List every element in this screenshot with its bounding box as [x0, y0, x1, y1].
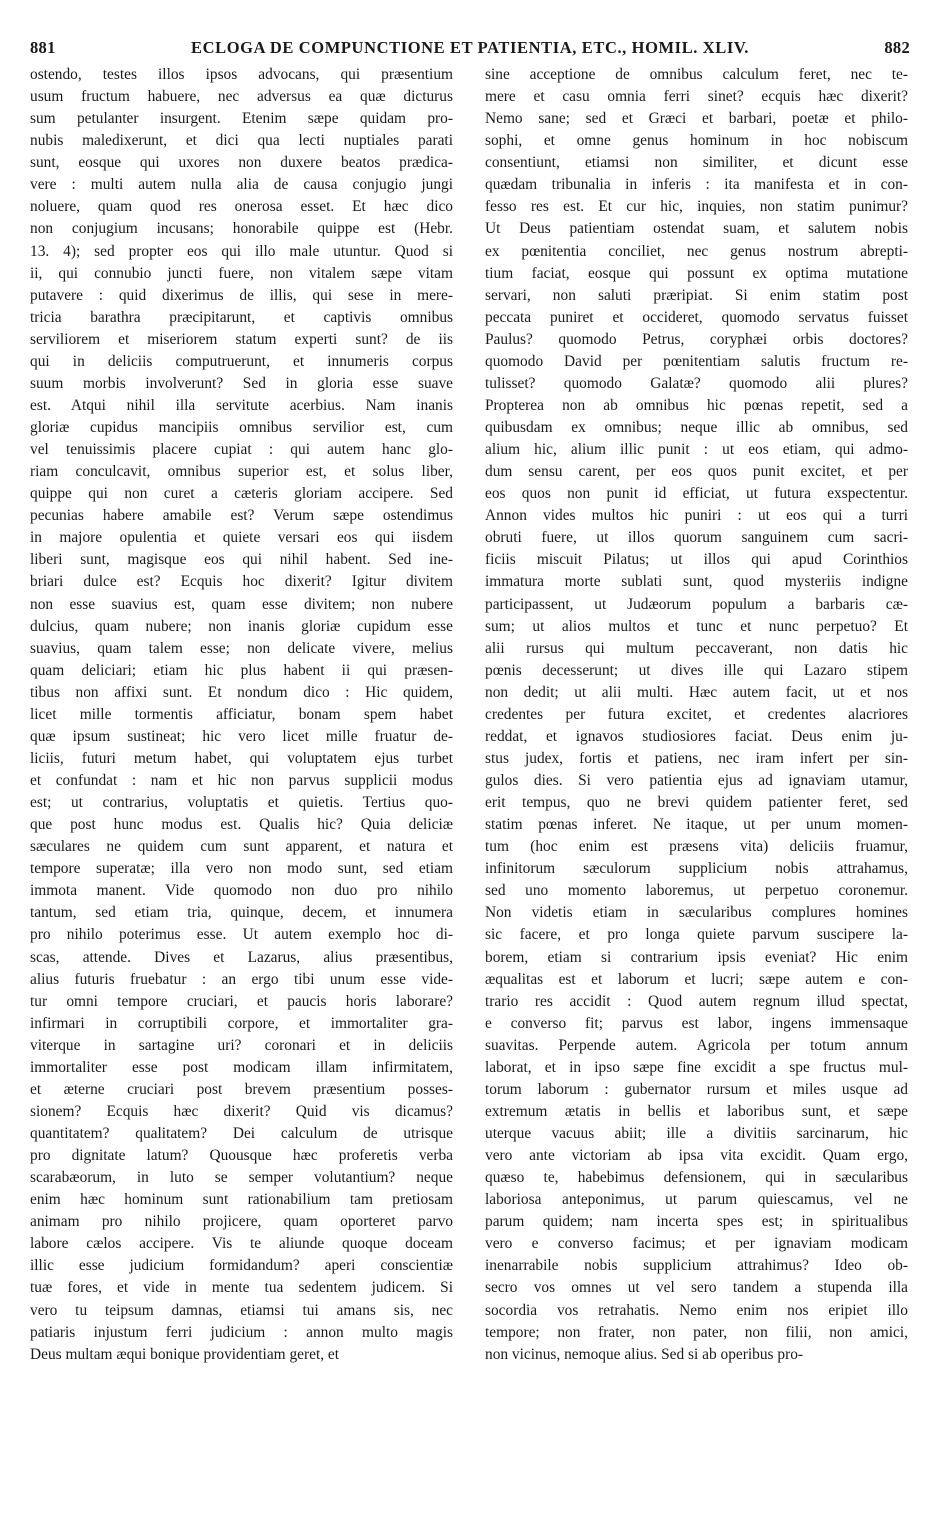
right-column — [485, 64, 908, 1366]
right-column-line: gulos dies. Si vero patientia ejus ad ignaviam utamur, — [485, 772, 908, 789]
left-column-line: que post hunc modus est. Qualis hic? Quia deliciæ — [30, 816, 453, 834]
right-column-line: suavitas. Perpende autem. Agricola per totum annum — [485, 1036, 908, 1054]
right-column-line: Ut Deus patientiam ostendat suam, et salutem nobis — [485, 220, 908, 238]
right-column-line: e converso fit; parvus est labor, ingens immensaque — [485, 1014, 908, 1032]
running-head — [30, 38, 910, 60]
right-column-line: stus judex, fortis et patiens, nec iram infert per sin- — [485, 749, 908, 767]
right-column-line: sine acceptione de omnibus calculum feret, nec te- — [485, 66, 908, 83]
right-column-line: vero e converso facimus; et per ignaviam modicam — [485, 1235, 908, 1253]
left-column-line: in majore opulentia et quiete versari eos qui iisdem — [30, 529, 453, 547]
right-column-line: Propterea non ab omnibus hic pœnas repetit, sed a — [485, 396, 908, 414]
right-column-line: non dedit; ut alii multi. Hæc autem facit, ut et nos — [485, 683, 908, 701]
left-column-line: quam deliciari; etiam hic plus habent ii qui præsen- — [30, 661, 453, 679]
left-column-line: sum petulanter insurgent. Etenim sæpe quidam pro- — [30, 110, 453, 128]
left-column-line: tur omni tempore cruciari, et paucis horis laborare? — [30, 992, 453, 1010]
page-number-left: 881 — [30, 38, 56, 57]
right-column-line: quibusdam ex omnibus; neque illic ab omnibus, sed — [485, 419, 908, 436]
left-column-line: tricia barathra præcipitarunt, et captivis omnibus — [30, 308, 453, 326]
right-column-line: sum; ut alios multos et tunc et nunc perpetuo? Et — [485, 617, 908, 635]
left-column-line: qui in deliciis computruerunt, et innumeris corpus — [30, 352, 453, 370]
left-column-line: non conjugium incusans; honorabile quippe est (Hebr. — [30, 220, 453, 238]
left-column-line: 13. 4); sed propter eos qui illo male utuntur. Quod si — [30, 242, 453, 260]
left-column-line: labore cælos accipere. Vis te aliunde quoque doceam — [30, 1235, 453, 1253]
left-column-line: scarabæorum, in luto se semper volutantium? neque — [30, 1169, 453, 1187]
left-column-line: viterque in sartagine uri? coronari et in deliciis — [30, 1036, 453, 1054]
right-column-line: trario res accidit : Quod autem regnum illud spectat, — [485, 992, 908, 1010]
left-column-line: pecunias habere amabile est? Verum sæpe ostendimus — [30, 507, 453, 525]
left-column-line: sunt, eosque qui uxores non duxere beatos prædica- — [30, 154, 453, 172]
right-column-line: infinitorum sæculorum supplicium nobis attrahamus, — [485, 860, 908, 878]
left-column-line: briari dulce est? Ecquis hoc dixerit? Igitur divitem — [30, 573, 453, 591]
right-column-line: peccata puniret et occideret, quomodo servatus fuisset — [485, 308, 908, 326]
left-column-line: tantum, sed etiam tria, quinque, decem, et innumera — [30, 904, 453, 922]
right-column-line: extremum ætatis in bellis et laboribus sunt, et sæpe — [485, 1102, 908, 1120]
left-column-line: vero tu teipsum damnas, etiamsi tui amans sis, nec — [30, 1301, 453, 1319]
left-column-line: ii, qui connubio juncti fuere, non vitalem sæpe vitam — [30, 264, 453, 282]
right-column-line: ex pœnitentia conciliet, nec genus nostrum abrepti- — [485, 242, 908, 260]
right-column-line: parum quidem; nam incerta spes est; in spiritualibus — [485, 1213, 908, 1231]
right-column-line: non vicinus, nemoque alius. Sed si ab operibus pro- — [485, 1345, 804, 1363]
page-number-right: 882 — [884, 38, 910, 57]
right-column-line: erit tempus, quo ne brevi quidem patienter feret, sed — [485, 794, 908, 812]
right-column-line: borem, etiam si contrarium ipsis eveniat? Hic enim — [485, 948, 908, 966]
right-column-line: uterque vacuus abiit; ille a divitiis sarcinarum, hic — [485, 1125, 908, 1142]
right-column-line: quæso te, habebimus defensionem, qui in sæcularibus — [485, 1169, 908, 1187]
right-column-line: vero ante victoriam ab ipsa vita excidit. Quam ergo, — [485, 1147, 908, 1165]
right-column-line: socordia vos retrahatis. Nemo enim nos eripiet illo — [485, 1301, 908, 1319]
left-column-line: tuæ fores, et vide in mente tua sedentem judicem. Si — [30, 1279, 453, 1297]
left-column-line: vere : multi autem nulla alia de causa conjugio jungi — [30, 176, 453, 194]
right-column-line: torum laborum : gubernator rursum et miles usque ad — [485, 1080, 908, 1098]
left-column-line: est; ut contrarius, voluptatis et quietis. Tertius quo- — [30, 794, 453, 812]
right-column-line: alii rursus qui multum peccaverant, non datis hic — [485, 639, 908, 657]
right-column-line: tium faciat, eosque qui possunt ex optima mutatione — [485, 264, 908, 282]
right-column-line: obruti fuere, ut illos quorum sanguinem cum sacri- — [485, 529, 908, 547]
left-column-line: tempore superatæ; illa vero non modo sunt, sed etiam — [30, 860, 453, 878]
left-column-line: animam pro nihilo projicere, quam oporteret parvo — [30, 1213, 453, 1231]
left-column-line: enim hæc hominum sunt rationabilium tam pretiosam — [30, 1191, 453, 1209]
right-column-line: inenarrabile nobis supplicium attrahimus? Ideo ob- — [485, 1257, 908, 1275]
right-column-line: servari, non saluti præripiat. Si enim statim post — [485, 286, 908, 304]
right-column-line: credentes per futura excitet, et credentes alacriores — [485, 705, 908, 723]
left-column-line: tibus non affixi sunt. Et nondum dico : Hic quidem, — [30, 683, 453, 701]
left-column-line: noluere, quam quod res onerosa esset. Et hæc dico — [30, 198, 453, 216]
right-column-line: eos quos non punit id efficiat, ut futura exspectentur. — [485, 485, 908, 503]
left-column-line: illic esse judicium formidandum? aperi conscientiæ — [30, 1257, 453, 1275]
left-column-line: usum fructum habuere, nec adversus ea quæ dicturus — [30, 88, 453, 106]
right-column-line: tempore; non frater, non pater, non filii, non amici, — [485, 1323, 908, 1341]
left-column-line: ostendo, testes illos ipsos advocans, qui præsentium — [30, 66, 453, 83]
left-column-line: alius futuris fruebatur : an ergo tibi unum esse vide- — [30, 970, 453, 988]
left-column-line: sionem? Ecquis hæc dixerit? Quid vis dicamus? — [30, 1102, 453, 1120]
left-column-line: suavius, quam talem esse; non delicate vivere, melius — [30, 639, 453, 657]
left-column-line: et confundat : nam et hic non parvus supplicii modus — [30, 772, 453, 789]
right-column-line: fesso res est. Et cur hic, inquies, non statim punimur? — [485, 198, 908, 216]
left-column-line: scas, attende. Dives et Lazarus, alius præsentibus, — [30, 948, 453, 966]
left-column-line: dulcius, quam nubere; non inanis gloriæ cupidum esse — [30, 617, 453, 635]
left-column-line: et æterne cruciari post brevem præsentium posses- — [30, 1080, 453, 1098]
left-column-line: nubis maledixerunt, et dici qua lecti nuptiales parati — [30, 132, 453, 150]
left-column-line: vel tenuissimis placere cupiat : qui autem hanc glo- — [30, 441, 453, 459]
right-column-line: ficiis miscuit Pilatus; ut illos qui apud Corinthios — [485, 551, 908, 569]
left-column-line: est. Atqui nihil illa servitute acerbius. Nam inanis — [30, 396, 453, 414]
left-column-line: non esse suavius est, quam esse divitem; non nubere — [30, 595, 453, 613]
right-column-line: Paulus? quomodo Petrus, coryphæi orbis doctores? — [485, 330, 908, 348]
left-column-line: liciis, futuri metum habet, qui voluptatem ejus turbet — [30, 749, 453, 767]
right-column-line: Non videtis etiam in sæcularibus complures homines — [485, 904, 908, 922]
right-column-line: Annon vides multos hic puniri : ut eos qui a turri — [485, 507, 908, 525]
right-column-line: laboriosa anteponimus, ut parum quiescamus, vel ne — [485, 1191, 908, 1209]
right-column-line: æqualitas est et laborum et lucri; sæpe autem e con- — [485, 970, 908, 988]
right-column-line: sophi, et omne genus hominum in hoc nobiscum — [485, 132, 908, 150]
right-column-line: secro vos omnes ut vel sero tandem a stupenda illa — [485, 1279, 908, 1297]
left-column-line: Deus multam æqui bonique providentiam geret, et — [30, 1345, 340, 1363]
left-column-line: immota manent. Vide quomodo non duo pro nihilo — [30, 882, 453, 900]
right-column-line: tulisset? quomodo Galatæ? quomodo alii plures? — [485, 374, 908, 392]
right-column-line: sed uno momento laboremus, ut perpetuo coronemur. — [485, 882, 908, 900]
left-column-line: putavere : quid dixerimus de illis, qui sese in mere- — [30, 286, 453, 304]
right-column-line: alium hic, alium illic punit : ut eos etiam, qui admo- — [485, 441, 908, 459]
left-column-line: infirmari in corruptibili corpore, et immortaliter gra- — [30, 1014, 453, 1032]
left-column-line: sæculares ne quidem cum sunt apparent, et natura et — [30, 838, 453, 856]
right-column-line: mere et casu omnia ferri sinet? ecquis hæc dixerit? — [485, 88, 908, 106]
left-column-line: patiaris injustum ferri judicium : annon multo magis — [30, 1323, 453, 1341]
right-column-line: immatura morte sublati sunt, quod mysteriis indigne — [485, 573, 908, 591]
right-column-line: quædam tribunalia in inferis : ita manifesta et in con- — [485, 176, 908, 194]
right-column-line: tum (hoc enim est præsens vita) deliciis fruamur, — [485, 838, 908, 856]
right-column-line: laborat, et in ipso sæpe fine excidit a spe fructus mul- — [485, 1058, 908, 1076]
left-column-line: licet mille tormentis afficiatur, bonam spem habet — [30, 705, 453, 723]
left-column-line: immortaliter esse post modicam illam infirmitatem, — [30, 1058, 453, 1076]
right-column-line: participassent, ut Judæorum populum a barbaris cæ- — [485, 595, 908, 613]
left-column-line: suum morbis involverunt? Sed in gloria esse suave — [30, 374, 453, 392]
left-column-line: serviliorem et miseriorem statum experti sunt? de iis — [30, 330, 453, 348]
left-column-line: quippe qui non curet a cæteris gloriam accipere. Sed — [30, 485, 453, 503]
right-column-line: Nemo sane; sed et Græci et barbari, poetæ et philo- — [485, 110, 908, 128]
right-column-line: dum sensu carent, per eos quos punit excitet, et per — [485, 463, 908, 481]
right-column-line: pœnis decesserunt; ut dives ille qui Lazaro stipem — [485, 661, 908, 679]
right-column-line: consentiunt, etiamsi non similiter, et dicunt esse — [485, 154, 908, 172]
left-column-line: quantitatem? qualitatem? Dei calculum de utrisque — [30, 1125, 453, 1142]
right-column-line: reddat, et ignavos studiosiores faciat. Deus enim ju- — [485, 727, 908, 745]
left-column-line: pro nihilo poterimus esse. Ut autem exemplo hoc di- — [30, 926, 453, 944]
right-column-line: sic facere, et pro longa quiete parvum suscipere la- — [485, 926, 908, 944]
left-column-line: gloriæ cupidus mancipiis omnibus servilior est, cum — [30, 419, 453, 436]
right-column-line: statim pœnas inferet. Ne itaque, ut per unum momen- — [485, 816, 908, 834]
right-column-line: quomodo David per pœnitentiam salutis fructum re- — [485, 352, 908, 370]
left-column-line: pro dignitate latum? Quousque hæc proferetis verba — [30, 1147, 453, 1165]
left-column-line: liberi sunt, magisque eos qui nihil habent. Sed ine- — [30, 551, 453, 569]
left-column-line: quæ ipsum sustineat; hic vero licet mille fruatur de- — [30, 727, 453, 745]
left-column — [30, 64, 453, 1366]
running-title: ECLOGA DE COMPUNCTIONE ET PATIENTIA, ETC., HOMIL. XLIV. — [190, 38, 750, 57]
left-column-line: riam conculcavit, omnibus superior est, et solus liber, — [30, 463, 453, 481]
